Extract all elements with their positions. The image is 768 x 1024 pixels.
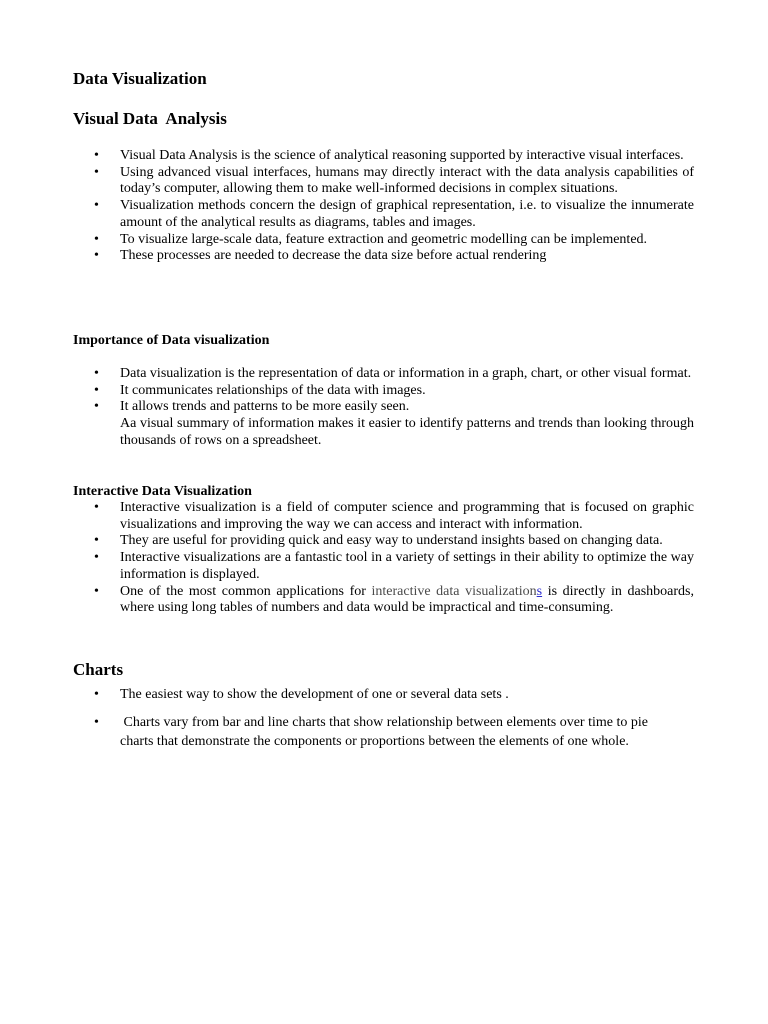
list-item-text: It communicates relationships of the data with images. — [120, 382, 426, 398]
hyperlink-s[interactable]: s — [536, 583, 543, 599]
bullet-icon: • — [94, 533, 99, 549]
visual-data-analysis-list — [73, 148, 694, 265]
section-heading-charts: Charts — [73, 660, 124, 679]
list-item-text: To visualize large-scale data, feature extraction and geometric modelling can be implemented. — [120, 231, 648, 247]
list-item-text: Using advanced visual interfaces, humans may directly interact with the data analysis capabilities of today’s computer, allowing them to make well-informed decisions in complex situations. — [120, 164, 694, 197]
bullet-icon: • — [94, 714, 99, 730]
charts-list — [73, 685, 694, 752]
list-item-continuation: Aa visual summary of information makes it easier to identify patterns and trends than looking through thousands of rows on a spreadsheet. — [120, 416, 694, 448]
list-item-text: Interactive visualization is a field of computer science and programming that is focused on graphic visualizations and improving the way we can access and interact with information. — [120, 500, 694, 532]
list-item-text-after: is directly in dashboards, where using long tables of numbers and data would be impractical and time-consuming. — [120, 583, 694, 616]
importance-list — [73, 366, 694, 450]
list-item-text-before: One of the most common applications for — [120, 583, 372, 599]
bullet-icon: • — [94, 550, 99, 566]
bullet-icon: • — [94, 500, 99, 515]
list-item — [73, 500, 694, 533]
list-item — [73, 713, 694, 752]
list-item-text: The easiest way to show the development of one or several data sets . — [120, 687, 509, 702]
bullet-icon: • — [94, 382, 99, 398]
list-item — [73, 148, 694, 165]
list-item — [73, 366, 694, 383]
list-item — [73, 399, 694, 449]
list-item-text: They are useful for providing quick and easy way to understand insights based on changing data. — [120, 533, 663, 549]
list-item — [73, 550, 694, 583]
interactive-data-visualization-link[interactable]: interactive data visualization — [371, 583, 537, 599]
list-item-text: Visual Data Analysis is the science of analytical reasoning supported by interactive visual interfaces. — [120, 148, 684, 163]
list-item-text: Data visualization is the representation of data or information in a graph, chart, or other visual format. — [120, 366, 692, 381]
list-item — [73, 198, 694, 231]
section-heading-visual-data-analysis: Visual Data Analysis — [73, 109, 227, 128]
list-item — [73, 584, 694, 617]
list-item-text: It allows trends and patterns to be more easily seen. — [120, 399, 410, 415]
bullet-icon: • — [94, 399, 99, 415]
list-item-text: Visualization methods concern the design of graphical representation, i.e. to visualize the innumerate amount of the analytical results as diagrams, tables and images. — [120, 198, 694, 230]
list-item — [73, 165, 694, 198]
bullet-icon: • — [94, 687, 99, 702]
bullet-icon: • — [94, 198, 99, 214]
list-item — [73, 533, 694, 550]
interactive-list — [73, 500, 694, 617]
document-title: Data Visualization — [73, 69, 207, 88]
list-item-text: Charts vary from bar and line charts that show relationship between elements over time to pie charts that demonstrate the components or proportions between the elements of one whole. — [120, 714, 652, 750]
list-item — [73, 248, 694, 265]
list-item — [73, 685, 694, 705]
list-item-text: These processes are needed to decrease the data size before actual rendering — [120, 248, 547, 264]
list-item-text: Interactive visualizations are a fantastic tool in a variety of settings in their ability to optimize the way information is displayed. — [120, 550, 694, 582]
bullet-icon: • — [94, 583, 99, 599]
list-item — [73, 383, 694, 400]
section-heading-interactive: Interactive Data Visualization — [73, 484, 252, 499]
list-item — [73, 232, 694, 249]
section-heading-importance: Importance of Data visualization — [73, 333, 270, 348]
bullet-icon: • — [94, 366, 99, 381]
bullet-icon: • — [94, 164, 99, 180]
bullet-icon: • — [94, 231, 99, 247]
bullet-icon: • — [94, 148, 99, 163]
bullet-icon: • — [94, 248, 99, 264]
